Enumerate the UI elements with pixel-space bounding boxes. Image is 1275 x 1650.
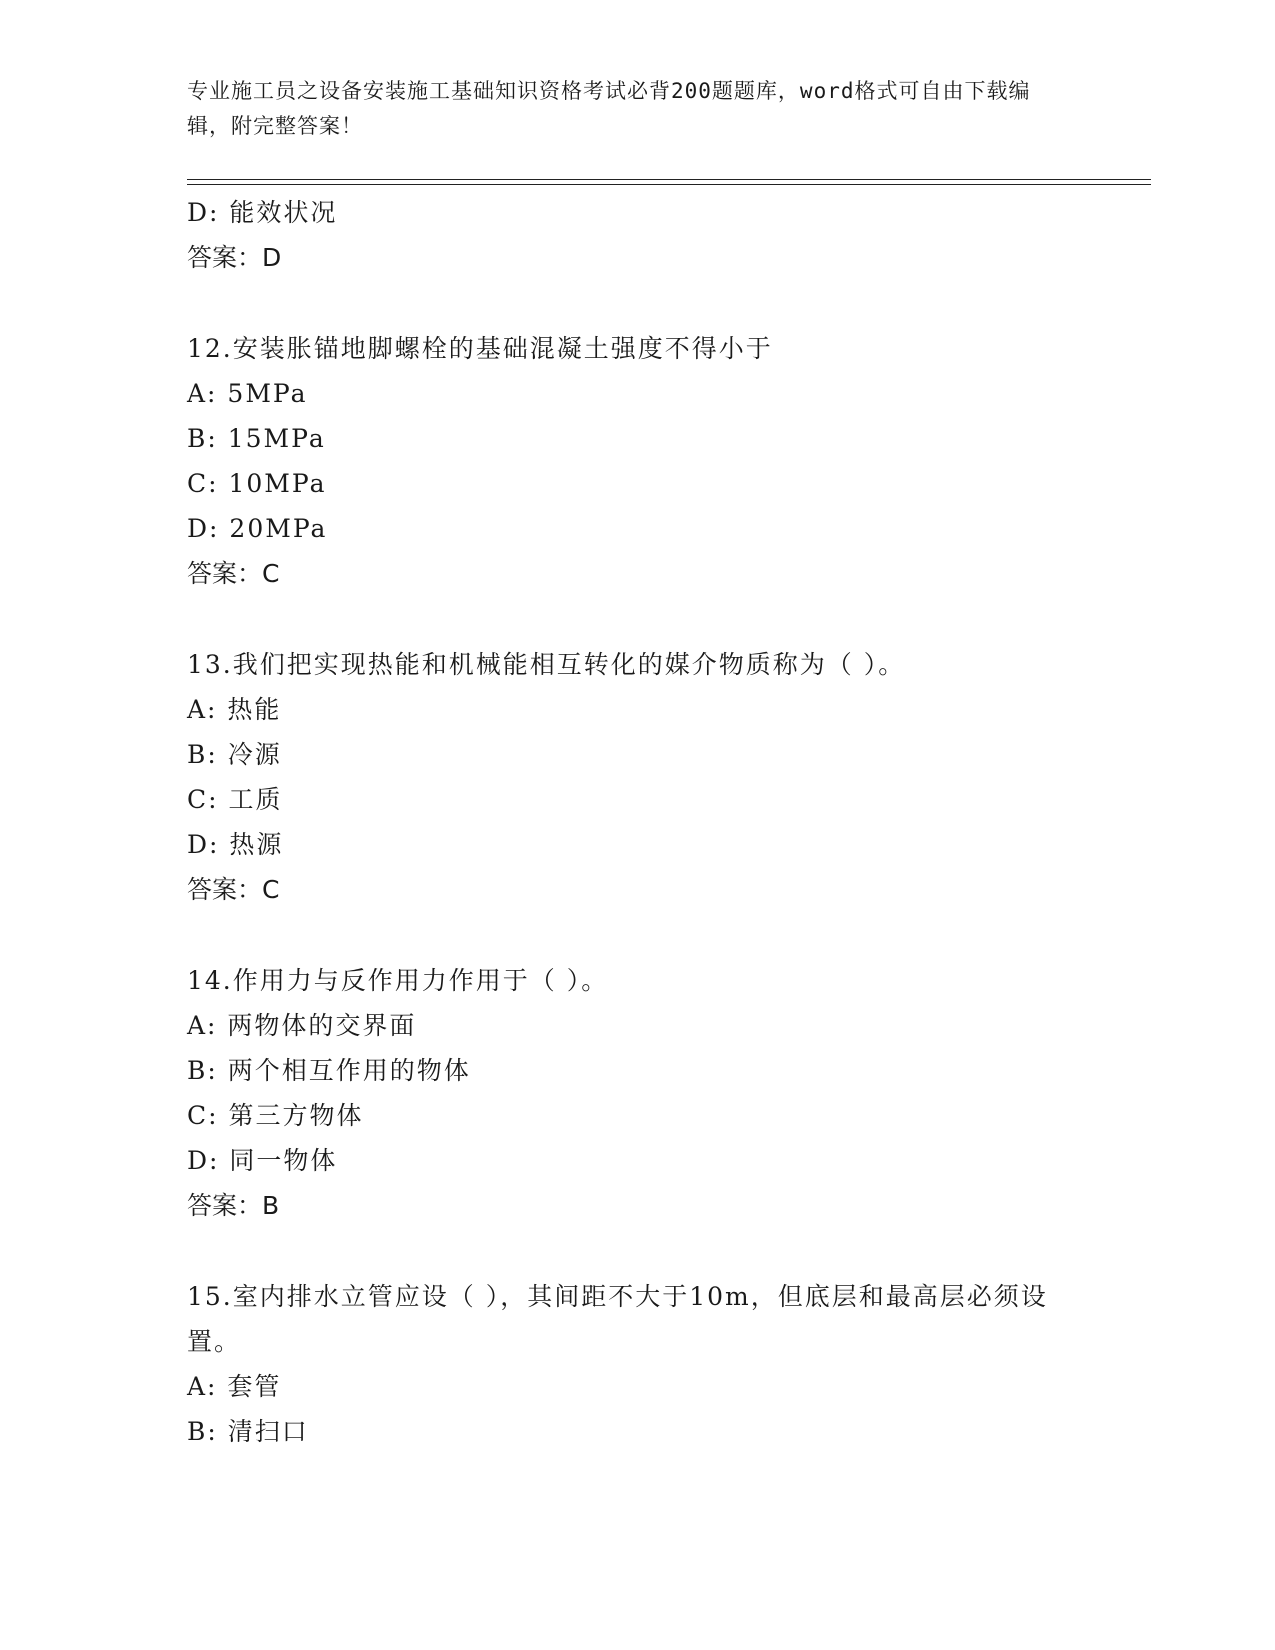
question-list <box>187 190 1107 1454</box>
question-stem: 13.我们把实现热能和机械能相互转化的媒介物质称为（ ）。 <box>187 650 906 679</box>
option-a: A: 热能 <box>187 695 282 724</box>
question-11-partial <box>187 190 1107 280</box>
answer-line: 答案：C <box>187 875 280 904</box>
answer-line: 答案：B <box>187 1191 280 1220</box>
question-15 <box>187 1274 1107 1454</box>
option-d: D: 20MPa <box>187 514 328 543</box>
option-a: A: 5MPa <box>187 379 308 408</box>
question-13 <box>187 642 1107 912</box>
option-c: C: 工质 <box>187 785 283 814</box>
question-12 <box>187 326 1107 596</box>
option-d: D: 同一物体 <box>187 1146 338 1175</box>
question-stem: 15.室内排水立管应设（ ），其间距不大于10m，但底层和最高层必须设置。 <box>187 1282 1048 1356</box>
question-stem: 14.作用力与反作用力作用于（ ）。 <box>187 966 609 995</box>
header-divider-top <box>187 179 1151 180</box>
option-d: D: 热源 <box>187 830 284 859</box>
question-stem: 12.安装胀锚地脚螺栓的基础混凝土强度不得小于 <box>187 334 773 363</box>
option-a: A: 两物体的交界面 <box>187 1011 417 1040</box>
option-b: B: 冷源 <box>187 740 282 769</box>
option-c: C: 第三方物体 <box>187 1101 364 1130</box>
document-header <box>187 74 1067 144</box>
answer-line: 答案：C <box>187 559 280 588</box>
question-14 <box>187 958 1107 1228</box>
option-b: B: 15MPa <box>187 424 326 453</box>
answer-line: 答案：D <box>187 243 282 272</box>
header-title: 专业施工员之设备安装施工基础知识资格考试必背200题题库，word格式可自由下载编辑，附完整答案！ <box>187 79 1031 138</box>
header-divider-bottom <box>187 184 1151 185</box>
option-b: B: 两个相互作用的物体 <box>187 1056 471 1085</box>
option-a: A: 套管 <box>187 1372 282 1401</box>
option-b: B: 清扫口 <box>187 1417 309 1446</box>
option-d: D: 能效状况 <box>187 198 338 227</box>
option-c: C: 10MPa <box>187 469 327 498</box>
